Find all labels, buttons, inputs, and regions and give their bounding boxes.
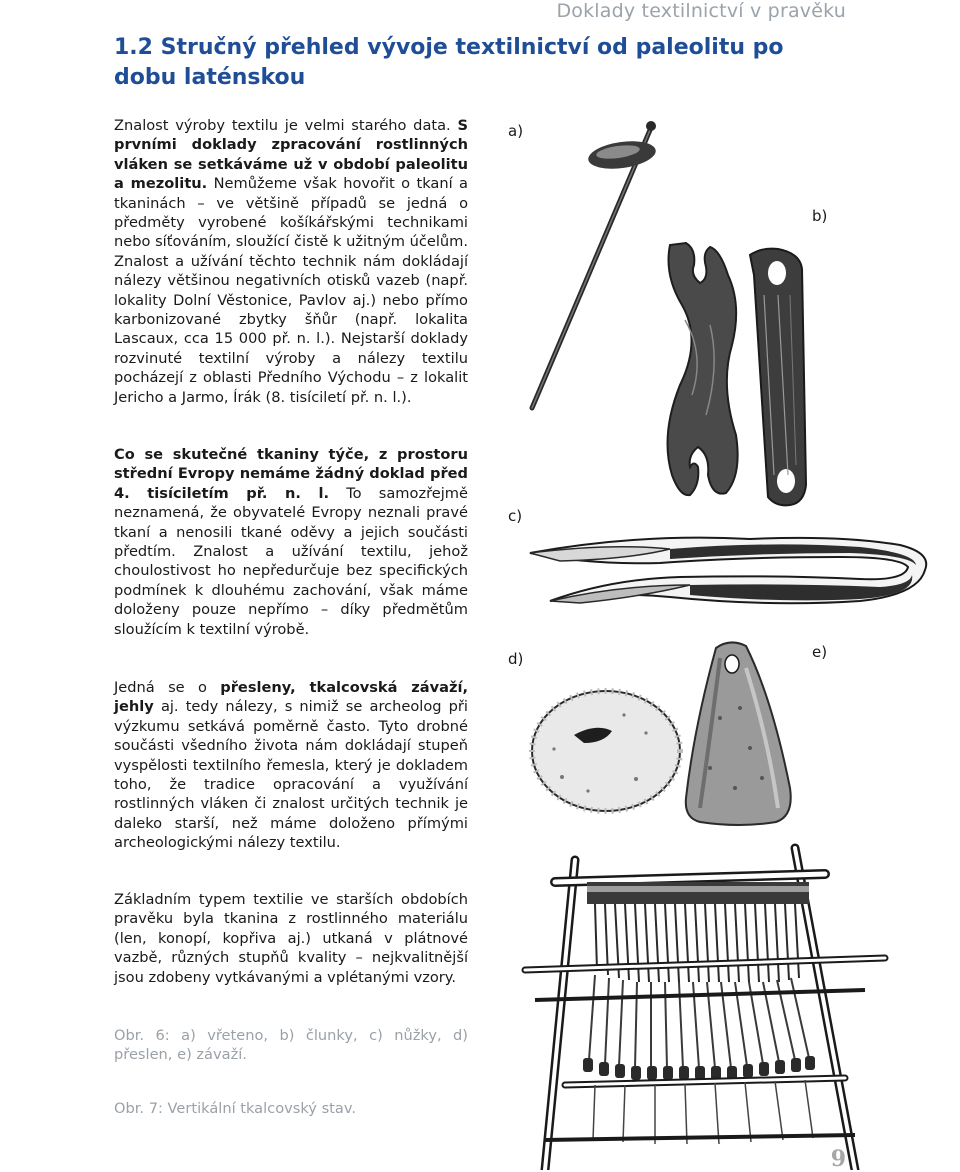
p1-text-1: Znalost výroby textilu je velmi starého data. [114,117,451,134]
page-number: 9 [830,1146,846,1172]
p4-text-1: Základním typem textilie ve starších obdobích pravěku byla tkanina z rostlinného materiálu (len, konopí, kopřiva aj.) utkaná v plátnové vazbě, různých stupňů kvality – nejkvalitnější jsou zdobeny vytkávanými a vplétanými vzory. [114,891,468,986]
section-title: 1.2 Stručný přehled vývoje textilnictví od paleolitu po dobu laténskou [114,35,784,90]
paragraph-2 [114,445,468,639]
shuttle-right [750,249,806,506]
p1-text-2: Nemůžeme však hovořit o tkaní a tkaninách – ve většině případů se jedná o předměty vyrobené košíkářskými technikami nebo síťováním, sloužící čistě k užitným účelům. Znalost a užívání těchto technik nám dokládají nálezy většinou negativních otisků vazeb (např. lokality Dolní Věstonice, Pavlov aj.) nebo přímo karbonizované zbytky šňůr (např. lokalita Lascaux, cca 15 000 př. n. l.). Nejstarší doklady rozvinuté textilní výroby a nálezy textilu pocházejí z oblasti Předního Východu – z lokalit Jericho a Jarmo, Írák (8. tisíciletí př. n. l.). [114,175,469,406]
shears-illustration [520,515,940,625]
paragraph-3 [114,678,468,853]
figure-label-a: a) [508,122,524,140]
figure-label-e: e) [812,643,828,661]
figure-label-c: c) [508,507,523,525]
spindle-whorl-illustration [526,685,686,820]
figure-label-d: d) [508,650,524,668]
shuttles-illustration [650,235,820,515]
vertical-loom-illustration [505,840,960,1170]
figure-6-caption: Obr. 6: a) vřeteno, b) člunky, c) nůžky, d) přeslen, e) závaží. [114,1027,468,1064]
p2-text-1: To samozřejmě neznamená, že obyvatelé Evropy neznali pravé tkaní a nenosili tkané oděvy a jejich součásti předtím. Znalost a užívání textilu, jehož choulostivost ho nepředurčuje bez specifických podmínek k dlouhému zachování, však máme doloženy pouze nepřímo – díky předmětům sloužícím k textilní výrobě. [114,484,469,638]
paragraph-4 [114,890,468,987]
figure-label-b: b) [812,207,828,225]
shuttle-left [668,243,738,495]
p1-bold-1: S prvními doklady zpracování rostlinných vláken se setkáváme už v období paleolitu a mezolitu. [114,117,468,193]
running-header: Doklady textilnictví v pravěku [556,0,846,22]
p3-text-2: aj. tedy nálezy, s nimiž se archeolog při výzkumu setkává poměrně často. Tyto drobné součásti všedního života nám dokládají stupeň vyspělosti textilního řemesla, který je dokladem toho, že tradice opracování a využívání rostlinných vláken či znalost určitých technik je daleko starší, než máme doloženo přímými archeologickými nálezy textilu. [114,698,468,852]
p3-bold-1: přesleny, tkalcovská závaží, jehly [114,679,468,716]
spindle-illustration [520,110,670,420]
loom-weight-illustration [680,638,800,830]
paragraph-1 [114,116,468,407]
figure-7-caption: Obr. 7: Vertikální tkalcovský stav. [114,1100,356,1117]
p3-text-1: Jedná se o [114,679,207,696]
p2-bold-1: Co se skutečné tkaniny týče, z prostoru střední Evropy nemáme žádný doklad před 4. tisíciletím př. n. l. [114,446,468,502]
